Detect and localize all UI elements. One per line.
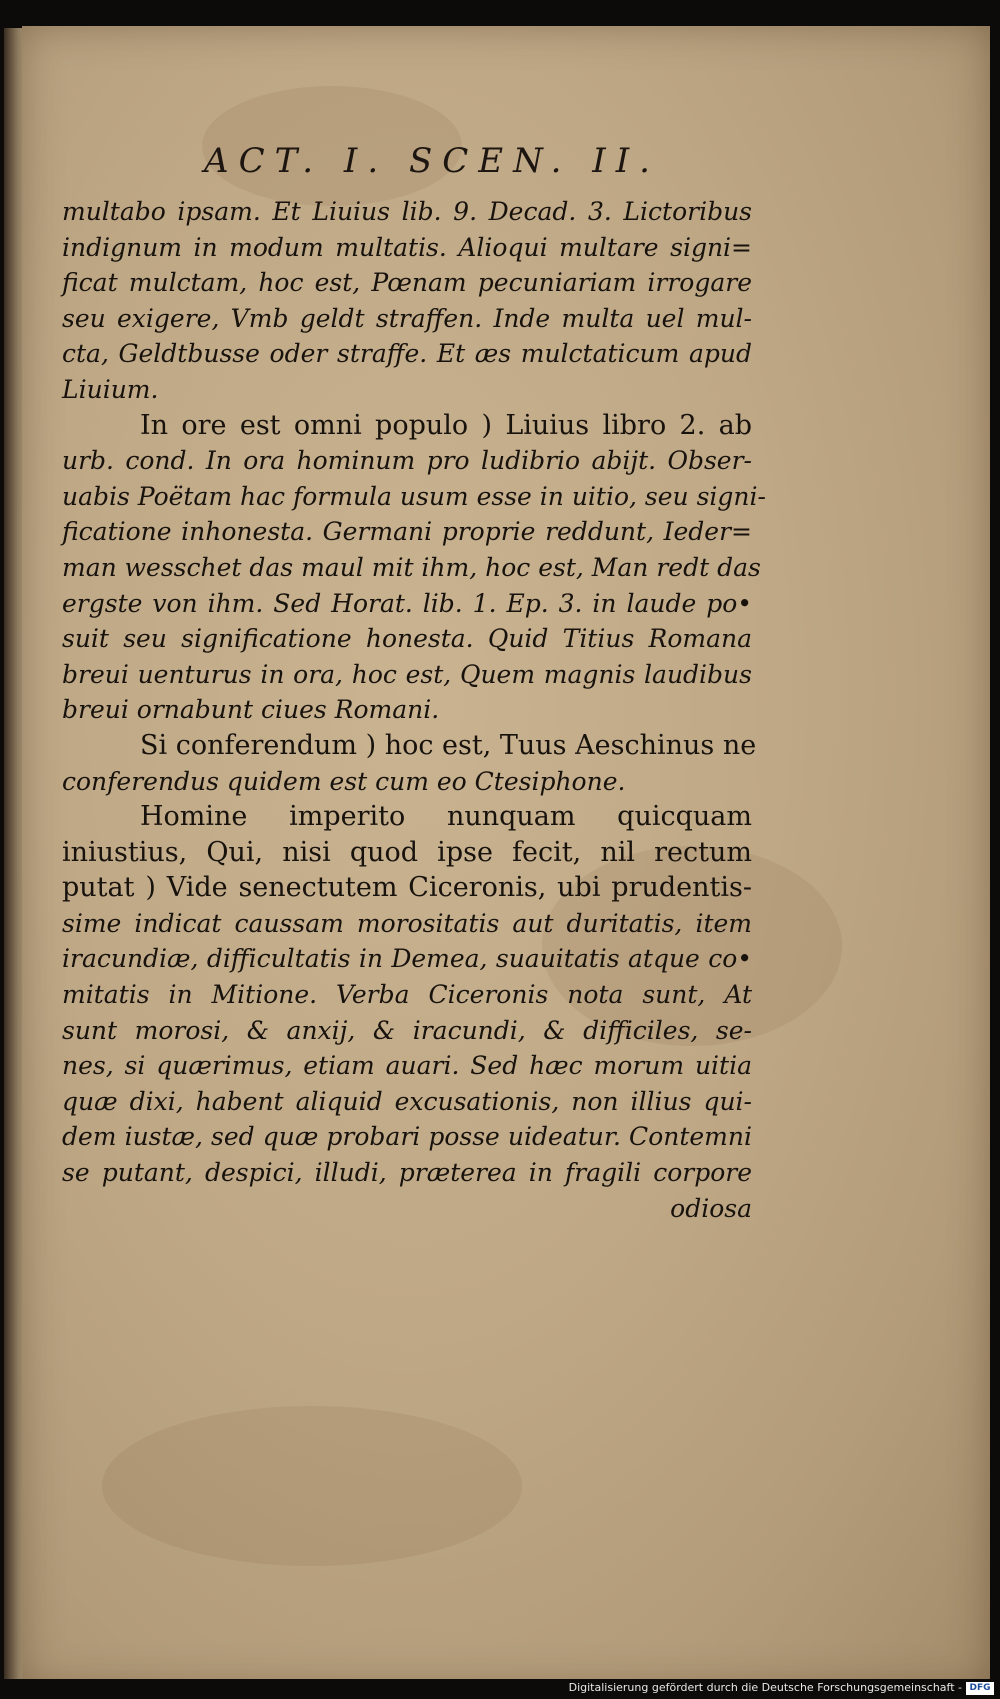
digitization-credit: Digitalisierung gefördert durch die Deutsche Forschungsgemeinschaft - (568, 1681, 962, 1694)
text-line: In ore est omni populo ) Liuius libro 2. ab (140, 409, 752, 441)
text-line: seu exigere, Vmb geldt straffen. Inde multa uel mul- (62, 303, 752, 333)
text-line: nes, si quærimus, etiam auari. Sed hæc morum uitia (62, 1051, 752, 1081)
text-line: ergste von ihm. Sed Horat. lib. 1. Ep. 3. in laude po• (62, 588, 752, 618)
text-line: mitatis in Mitione. Verba Ciceronis nota sunt, At (62, 980, 752, 1010)
text-line: Homine imperito nunquam quicquam (140, 801, 752, 833)
text-line: cta, Geldtbusse oder straffe. Et æs mulctaticum apud (62, 339, 752, 369)
text-line: quæ dixi, habent aliquid excusationis, non illius qui- (62, 1086, 752, 1116)
text-line: sunt morosi, & anxij, & iracundi, & difficiles, se- (62, 1015, 752, 1045)
text-line: breui uenturus in ora, hoc est, Quem magnis laudibus (62, 659, 752, 689)
text-line: Si conferendum ) hoc est, Tuus Aeschinus ne (140, 729, 757, 761)
text-line: iniustius, Qui, nisi quod ipse fecit, nil rectum (62, 836, 752, 868)
text-line: ficat mulctam, hoc est, Pœnam pecuniariam irrogare (62, 268, 752, 298)
text-line: conferendus quidem est cum eo Ctesiphone. (62, 766, 626, 796)
text-line: putat ) Vide senectutem Ciceronis, ubi prudentis- (62, 872, 752, 904)
dfg-logo: DFG (966, 1682, 994, 1695)
text-line: dem iustæ, sed quæ probari posse uideatur. Contemni (62, 1122, 752, 1152)
text-line: iracundiæ, difficultatis in Demea, suauitatis atque co• (62, 944, 752, 974)
text-line: suit seu significatione honesta. Quid Titius Romana (62, 624, 752, 654)
running-head: ACT. I. SCEN. II. (204, 141, 660, 181)
book-spine-edge (4, 28, 24, 1688)
text-line: breui ornabunt ciues Romani. (62, 695, 440, 725)
page-paper (22, 26, 990, 1688)
text-line: multabo ipsam. Et Liuius lib. 9. Decad. 3. Lictoribus (62, 197, 752, 226)
text-line: se putant, despici, illudi, præterea in fragili corpore (62, 1158, 752, 1188)
text-line: odiosa (670, 1193, 752, 1223)
text-line: uabis Poëtam hac formula usum esse in uitio, seu signi- (62, 481, 766, 511)
text-line: sime indicat caussam morositatis aut duritatis, item (62, 908, 752, 938)
footer-bar (0, 1679, 1000, 1699)
text-line: man wesschet das maul mit ihm, hoc est, Man redt das (62, 552, 761, 582)
text-line: Liuium. (62, 374, 159, 404)
text-line: indignum in modum multatis. Alioqui multare signi= (62, 232, 752, 262)
paper-stain (102, 1406, 522, 1566)
body-text (62, 194, 766, 1226)
text-line: urb. cond. In ora hominum pro ludibrio abijt. Obser- (62, 446, 752, 476)
text-line: ficatione inhonesta. Germani proprie reddunt, Ieder= (62, 517, 752, 547)
